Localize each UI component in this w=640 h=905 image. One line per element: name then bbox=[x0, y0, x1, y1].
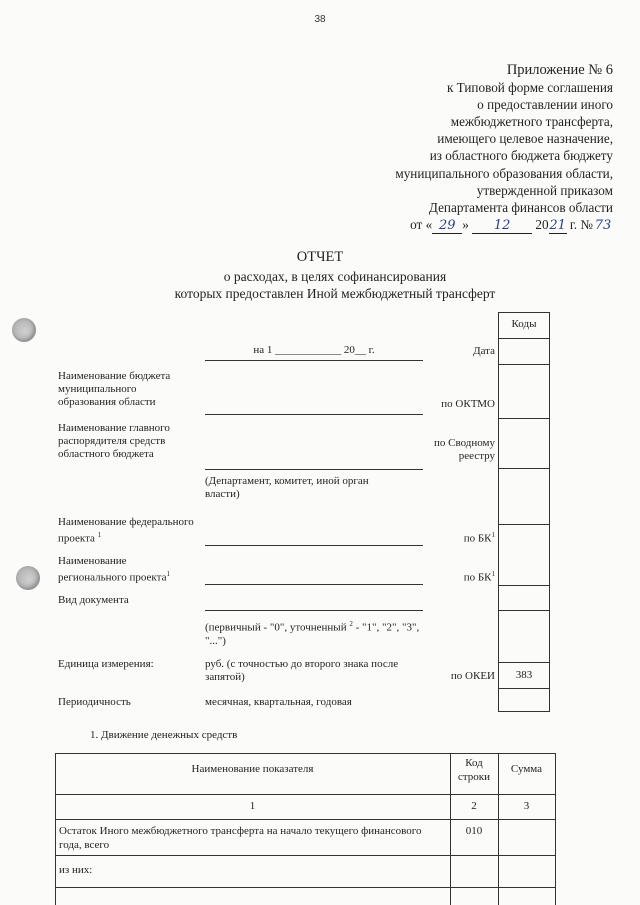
table-row-name: из них: bbox=[59, 864, 93, 876]
appendix-line: межбюджетного трансферта, bbox=[450, 114, 613, 130]
oktmo-label: по ОКТМО bbox=[441, 398, 495, 410]
manager-label: Наименование главного распорядителя средств областного бюджета bbox=[58, 422, 170, 460]
section-heading: 1. Движение денежных средств bbox=[90, 729, 238, 741]
date-label: Дата bbox=[473, 345, 495, 357]
codes-column bbox=[498, 312, 550, 712]
budget-name-label: Наименование бюджета муниципального образования области bbox=[58, 370, 171, 408]
okei-code: 383 bbox=[515, 669, 533, 681]
manager-hint: (Департамент, комитет, иной орган власти) bbox=[205, 475, 369, 500]
col-number: 3 bbox=[523, 800, 530, 812]
okei-label: по ОКЕИ bbox=[450, 670, 495, 682]
table-row-code: 010 bbox=[465, 825, 483, 837]
page-number: 38 bbox=[314, 14, 326, 25]
handwritten-year: 21 bbox=[549, 217, 566, 233]
unit-value: руб. (с точностью до второго знака после запятой) bbox=[205, 658, 399, 683]
report-title: ОТЧЕТ bbox=[296, 249, 344, 265]
appendix-line: Департамента финансов области bbox=[428, 199, 613, 215]
codes-header: Коды bbox=[511, 318, 537, 330]
handwritten-day: 29 bbox=[432, 218, 462, 234]
period-label: Периодичность bbox=[58, 696, 131, 708]
appendix-line: из областного бюджета бюджету bbox=[429, 148, 613, 164]
doc-type-label: Вид документа bbox=[58, 594, 129, 606]
handwritten-month: 12 bbox=[472, 218, 532, 234]
col-number: 1 bbox=[249, 800, 256, 812]
col-number: 2 bbox=[471, 800, 477, 812]
bk-label-2: по $БК^1$ bbox=[463, 570, 495, 584]
col-header-sum: Сумма bbox=[510, 763, 543, 775]
doc-type-hint: (первичный - "0", уточненный $^2$ - "1", "2", "3", "...") bbox=[205, 620, 420, 647]
appendix-line: утвержденной приказом bbox=[476, 182, 613, 198]
unit-label: Единица измерения: bbox=[58, 658, 154, 670]
appendix-line: муниципального образования области, bbox=[395, 165, 613, 181]
appendix-line: имеющего целевое назначение, bbox=[437, 131, 613, 147]
order-date-line: от « 29 » 12 2021 г. № 73 bbox=[410, 216, 612, 233]
bk-label-1: по $БК^1$ bbox=[463, 531, 495, 545]
handwritten-order-number: 73 bbox=[594, 217, 612, 233]
cash-flow-table bbox=[55, 753, 556, 905]
col-header-code: Код строки bbox=[457, 757, 491, 783]
period-value: месячная, квартальная, годовая bbox=[205, 696, 352, 708]
appendix-line: к Типовой форме соглашения bbox=[446, 80, 613, 96]
fed-project-label: Наименование федерального проекта $^1$ bbox=[58, 516, 194, 545]
svod-label: по Сводному реестру bbox=[433, 437, 495, 462]
col-header-name: Наименование показателя bbox=[191, 763, 314, 775]
appendix-line: Приложение № 6 bbox=[506, 62, 613, 78]
report-subtitle: о расходах, в целях софинансирования которых предоставлен Иной межбюджетный трансферт bbox=[174, 269, 496, 301]
report-date-line: на 1 ____________ 20__ г. bbox=[253, 344, 375, 356]
appendix-line: о предоставлении иного bbox=[477, 97, 613, 113]
table-row-name: Остаток Иного межбюджетного трансферта на начало текущего финансового года, всего bbox=[59, 825, 422, 851]
reg-project-label: Наименование регионального проекта$^1$ bbox=[58, 555, 170, 584]
